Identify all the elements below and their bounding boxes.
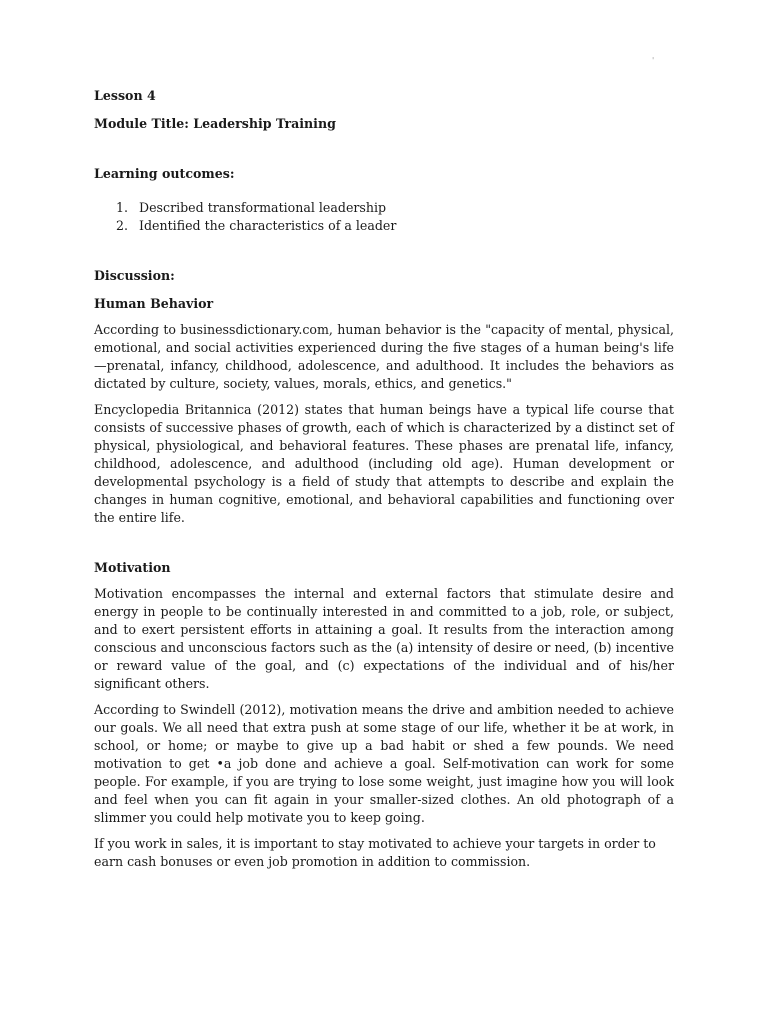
header-mark: ' (652, 56, 655, 65)
human-behavior-paragraph-1: According to businessdictionary.com, human behavior is the "capacity of mental, physical, emotional, and social activities experienced during the five stages of a human being's life—prenatal, infancy, childhood, adolescence, and adulthood. It includes the behaviors as dictated by culture, society, values, morals, ethics, and genetics." (94, 322, 674, 391)
learning-outcomes-list (94, 199, 674, 235)
lesson-number: Lesson 4 (94, 88, 156, 103)
discussion-heading: Discussion: (94, 268, 175, 283)
list-item-number: 2. (116, 218, 129, 233)
list-item-number: 1. (116, 200, 129, 215)
human-behavior-paragraph-2: Encyclopedia Britannica (2012) states that human beings have a typical life course that consists of successive phases of growth, each of which is characterized by a distinct set of physical, physiological, and behavioral features. These phases are prenatal life, infancy, childhood, adolescence, and adulthood (including old age). Human development or developmental psychology is a field of study that attempts to describe and explain the changes in human cognitive, emotional, and behavioral capabilities and functioning over the entire life. (94, 402, 674, 525)
module-title: Module Title: Leadership Training (94, 116, 336, 131)
list-item-text: Identified the characteristics of a leader (139, 218, 397, 233)
list-item (94, 217, 674, 235)
motivation-paragraph-1: Motivation encompasses the internal and external factors that stimulate desire and energy in people to be continually interested in and committed to a job, role, or subject, and to exert persistent efforts in attaining a goal. It results from the interaction among conscious and unconscious factors such as the (a) intensity of desire or need, (b) incentive or reward value of the goal, and (c) expectations of the individual and of his/her significant others. (94, 586, 674, 691)
list-item-text: Described transformational leadership (139, 200, 387, 215)
human-behavior-heading: Human Behavior (94, 296, 214, 311)
motivation-heading: Motivation (94, 560, 171, 575)
motivation-paragraph-2: According to Swindell (2012), motivation means the drive and ambition needed to achieve our goals. We all need that extra push at some stage of our life, whether it be at work, in school, or home; or maybe to give up a bad habit or shed a few pounds. We need motivation to get •a job done and achieve a goal. Self-motivation can work for some people. For example, if you are trying to lose some weight, just imagine how you will look and feel when you can fit again in your smaller-sized clothes. An old photograph of a slimmer you could help motivate you to keep going. (94, 702, 674, 825)
motivation-paragraph-3: If you work in sales, it is important to stay motivated to achieve your targets in order to earn cash bonuses or even job promotion in addition to commission. (94, 836, 656, 869)
document-content (94, 87, 674, 871)
list-item (94, 199, 674, 217)
learning-outcomes-heading: Learning outcomes: (94, 166, 235, 181)
